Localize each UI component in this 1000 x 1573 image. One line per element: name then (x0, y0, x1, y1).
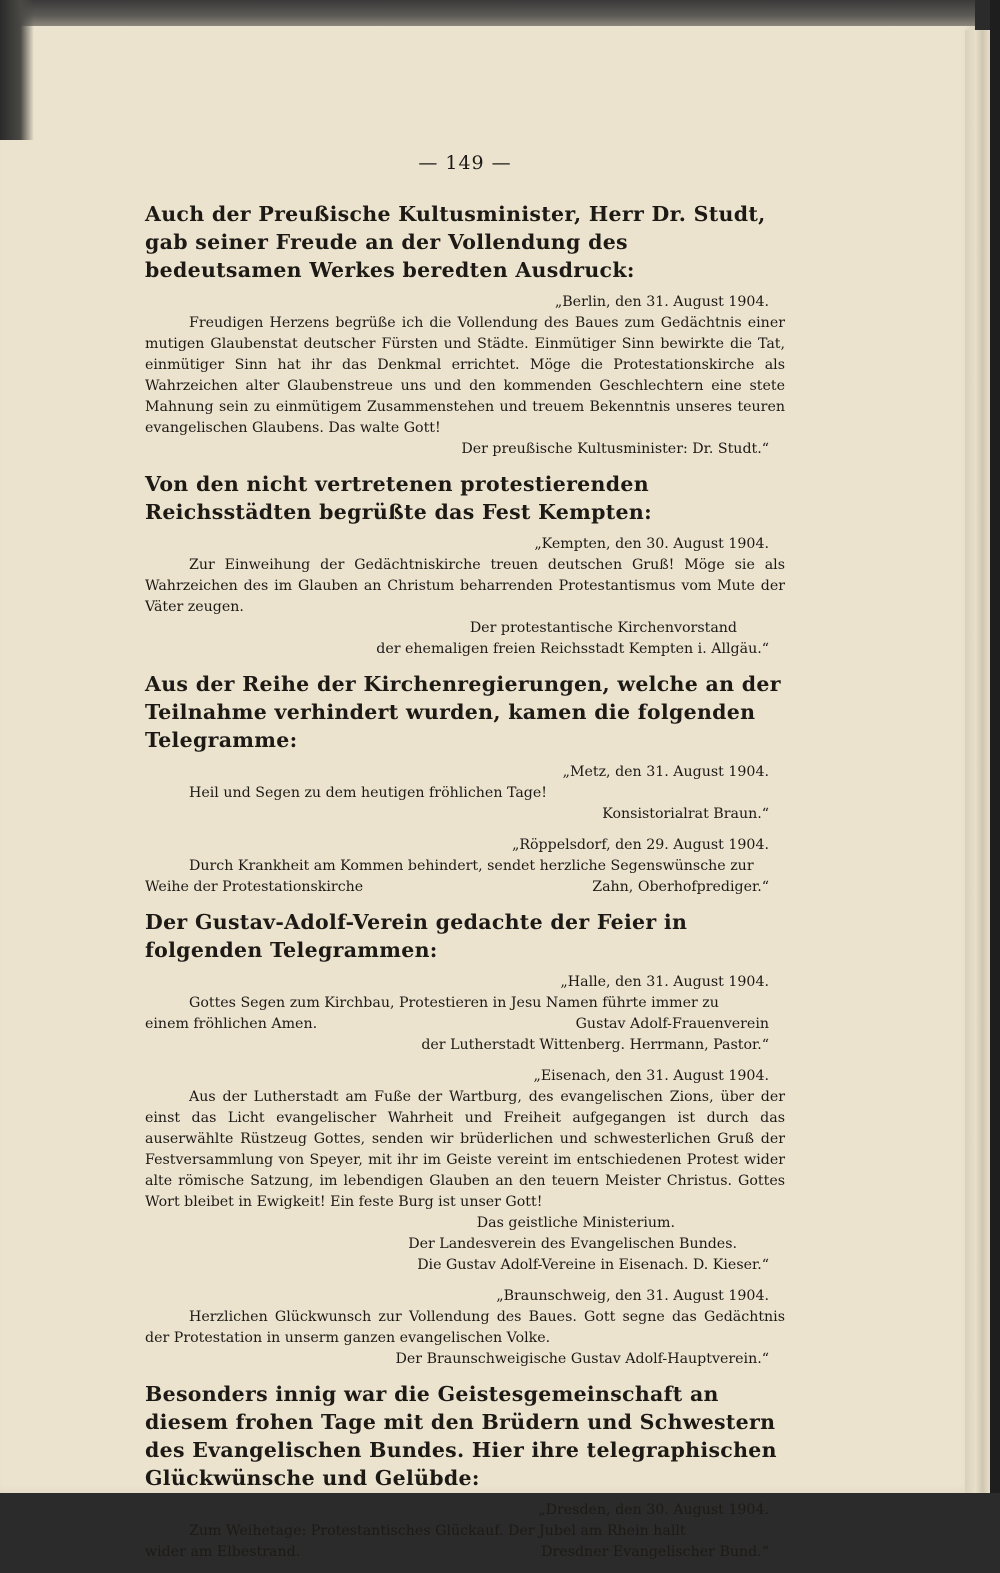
page-number: — 149 — (418, 152, 512, 174)
dateline: „Röppelsdorf, den 29. August 1904. (511, 837, 769, 853)
binding-shadow (0, 0, 34, 140)
dateline: „Metz, den 31. August 1904. (562, 764, 769, 780)
letter-body-end: wider am Elbestrand. (145, 1544, 301, 1560)
dateline: „Halle, den 31. August 1904. (560, 974, 769, 990)
letter-body: Durch Krankheit am Kommen behindert, sendet herzliche Segenswünsche zur (189, 858, 754, 874)
signature: der Lutherstadt Wittenberg. Herrmann, Pastor.“ (421, 1037, 769, 1053)
telegram (145, 1286, 785, 1370)
signature: Der Braunschweigische Gustav Adolf-Hauptverein.“ (395, 1351, 769, 1367)
dateline: „Dresden, den 30. August 1904. (538, 1502, 769, 1518)
page-content (145, 152, 785, 1573)
signature: Die Gustav Adolf-Vereine in Eisenach. D. Kieser.“ (417, 1257, 769, 1273)
signature: Der Landesverein des Evangelischen Bundes. (408, 1236, 737, 1252)
telegram (145, 762, 785, 825)
section-heading: Der Gustav-Adolf-Verein gedachte der Feier in folgenden Telegrammen: (145, 910, 688, 962)
page-top-edge (0, 0, 975, 26)
signature: der ehemaligen freien Reichsstadt Kempten i. Allgäu.“ (376, 641, 769, 657)
letter-body: Aus der Lutherstadt am Fuße der Wartburg, des evangelischen Zions, über der einst das Licht evangelischer Wahrheit und Freiheit aufgegangen ist durch das auserwählte Rüstzeug Gottes, senden wir brüderlichen und schwesterlichen Gruß der Festversammlung von Speyer, mit ihr im Geiste vereint im entschiedenen Protest wider alte römische Satzung, im lebendigen Glauben an den teuern Meister Christus. Gottes Wort bleibet in Ewigkeit! Ein feste Burg ist unser Gott! (145, 1089, 785, 1210)
telegram (145, 292, 785, 460)
signature: Der preußische Kultusminister: Dr. Studt.“ (461, 441, 769, 457)
signature: Gustav Adolf-Frauenverein (575, 1016, 769, 1032)
telegram (145, 534, 785, 660)
section-heading: Aus der Reihe der Kirchenregierungen, welche an der Teilnahme verhindert wurden, kamen die folgenden Telegramme: (145, 672, 781, 752)
letter-body-end: einem fröhlichen Amen. (145, 1016, 318, 1032)
letter-body: Zur Einweihung der Gedächtniskirche treuen deutschen Gruß! Möge sie als Wahrzeichen des im Glauben an Christum beharrenden Protestantismus vom Mute der Väter zeugen. (145, 557, 785, 615)
telegram (145, 1066, 785, 1276)
signature: Der protestantische Kirchenvorstand (469, 620, 737, 636)
letter-body: Heil und Segen zu dem heutigen fröhlichen Tage! (189, 785, 547, 801)
section-heading: Von den nicht vertretenen protestierenden Reichsstädten begrüßte das Fest Kempten: (145, 472, 652, 524)
telegram (145, 1500, 785, 1563)
signature: Dresdner Evangelischer Bund.“ (541, 1544, 769, 1560)
section-heading: Auch der Preußische Kultusminister, Herr Dr. Studt, gab seiner Freude an der Vollendung des bedeutsamen Werkes beredten Ausdruck: (145, 202, 766, 282)
letter-closing-row (145, 877, 785, 898)
letter-closing-row (145, 1542, 785, 1563)
letter-body: Gottes Segen zum Kirchbau, Protestieren in Jesu Namen führte immer zu (189, 995, 719, 1011)
telegram (145, 972, 785, 1056)
letter-body: Zum Weihetage: Protestantisches Glückauf. Der Jubel am Rhein hallt (189, 1523, 686, 1539)
signature: Das geistliche Ministerium. (476, 1215, 675, 1231)
telegram (145, 835, 785, 898)
letter-closing-row (145, 1014, 785, 1035)
dateline: „Braunschweig, den 31. August 1904. (496, 1288, 769, 1304)
dateline: „Berlin, den 31. August 1904. (554, 294, 769, 310)
letter-body-end: Weihe der Protestationskirche (145, 879, 364, 895)
section-heading: Besonders innig war die Geistesgemeinschaft an diesem frohen Tage mit den Brüdern und Schwestern des Evangelischen Bundes. Hier ihre telegraphischen Glückwünsche und Gelübde: (145, 1382, 777, 1490)
signature: Konsistorialrat Braun.“ (602, 806, 769, 822)
letter-body: Freudigen Herzens begrüße ich die Vollendung des Baues zum Gedächtnis einer mutigen Glaubenstat deutscher Fürsten und Städte. Einmütiger Sinn bewirkte die Tat, einmütiger Sinn hat ihr das Denkmal errichtet. Möge die Protestationskirche als Wahrzeichen alter Glaubenstreue uns und den kommenden Geschlechtern eine stete Mahnung sein zu einmütigem Zusammenstehen und treuem Bekenntnis unseres teuren evangelischen Glaubens. Das walte Gott! (145, 315, 785, 436)
letter-body: Herzlichen Glückwunsch zur Vollendung des Baues. Gott segne das Gedächtnis der Protestation in unserm ganzen evangelischen Volke. (145, 1309, 785, 1346)
dateline: „Kempten, den 30. August 1904. (534, 536, 769, 552)
signature: Zahn, Oberhofprediger.“ (592, 879, 769, 895)
book-cover-edge (990, 0, 1000, 1493)
dateline: „Eisenach, den 31. August 1904. (533, 1068, 769, 1084)
